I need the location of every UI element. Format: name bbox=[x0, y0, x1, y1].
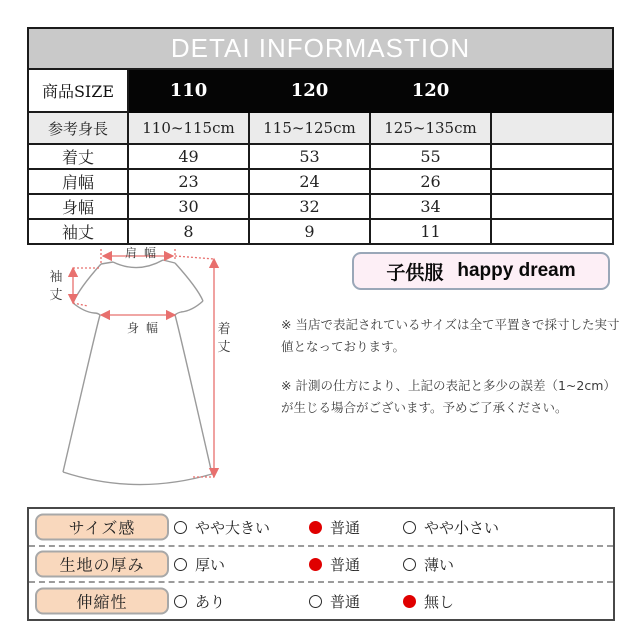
radio-icon[interactable] bbox=[309, 521, 322, 534]
radio-icon[interactable] bbox=[174, 558, 187, 571]
radio-option-label: やや小さい bbox=[424, 518, 500, 537]
radio-option-label: 普通 bbox=[330, 592, 361, 611]
cell: 110~115cm bbox=[128, 112, 249, 144]
body-width-label: 身幅 bbox=[127, 321, 166, 335]
cell: 26 bbox=[370, 169, 491, 194]
cell: 34 bbox=[370, 194, 491, 219]
radio-option-label: 薄い bbox=[424, 555, 455, 574]
radio-option[interactable] bbox=[174, 517, 270, 538]
attr-label-chip: サイズ感 bbox=[35, 514, 169, 541]
table-row bbox=[28, 144, 613, 169]
row-label: 着丈 bbox=[28, 144, 128, 169]
size-value: 120 bbox=[370, 69, 491, 112]
measurement-notes bbox=[281, 314, 627, 436]
table-row bbox=[28, 112, 613, 144]
size-value: 120 bbox=[249, 69, 370, 112]
row-label: 肩幅 bbox=[28, 169, 128, 194]
radio-icon[interactable] bbox=[403, 558, 416, 571]
note-2: ※ 計測の仕方により、上記の表記と多少の誤差（1~2cm）が生じる場合がございます。予めご了承ください。 bbox=[281, 377, 616, 415]
size-header-label: 商品SIZE bbox=[28, 69, 128, 112]
brand-badge bbox=[352, 252, 610, 290]
cell bbox=[491, 169, 613, 194]
size-spec-table bbox=[27, 27, 614, 245]
cell bbox=[491, 194, 613, 219]
radio-icon[interactable] bbox=[174, 595, 187, 608]
cell: 23 bbox=[128, 169, 249, 194]
attr-label-chip: 伸縮性 bbox=[35, 588, 169, 615]
cell bbox=[491, 112, 613, 144]
cell: 8 bbox=[128, 219, 249, 244]
radio-option[interactable] bbox=[403, 591, 454, 612]
attr-row-stretch bbox=[29, 581, 613, 619]
table-row bbox=[28, 219, 613, 244]
radio-option[interactable] bbox=[174, 591, 225, 612]
sleeve-length-label: 袖丈 bbox=[49, 270, 63, 303]
cell: 11 bbox=[370, 219, 491, 244]
size-value: 110 bbox=[128, 69, 249, 112]
size-value bbox=[491, 69, 613, 112]
table-title: DETAI INFORMASTION bbox=[28, 28, 613, 69]
radio-option-label: 無し bbox=[424, 592, 455, 611]
fit-attributes-table bbox=[27, 507, 615, 621]
radio-option[interactable] bbox=[309, 517, 360, 538]
row-label: 袖丈 bbox=[28, 219, 128, 244]
dress-measurement-diagram bbox=[30, 243, 245, 511]
radio-icon[interactable] bbox=[174, 521, 187, 534]
cell: 24 bbox=[249, 169, 370, 194]
radio-icon[interactable] bbox=[403, 595, 416, 608]
attr-label-chip: 生地の厚み bbox=[35, 551, 169, 578]
cell bbox=[491, 144, 613, 169]
radio-option[interactable] bbox=[174, 554, 225, 575]
brand-en-text: happy dream bbox=[457, 260, 576, 281]
radio-icon[interactable] bbox=[403, 521, 416, 534]
size-header-row bbox=[28, 69, 613, 112]
note-1: ※ 当店で表記されているサイズは全て平置きで採寸した実寸値となっております。 bbox=[281, 317, 620, 354]
radio-option-label: あり bbox=[195, 592, 226, 611]
cell: 49 bbox=[128, 144, 249, 169]
radio-option[interactable] bbox=[403, 554, 454, 575]
radio-option-label: やや大きい bbox=[195, 518, 271, 537]
radio-option[interactable] bbox=[403, 517, 499, 538]
shoulder-width-label: 肩幅 bbox=[125, 246, 164, 260]
cell: 53 bbox=[249, 144, 370, 169]
cell: 115~125cm bbox=[249, 112, 370, 144]
table-row bbox=[28, 194, 613, 219]
radio-option-label: 厚い bbox=[195, 555, 226, 574]
cell: 32 bbox=[249, 194, 370, 219]
radio-icon[interactable] bbox=[309, 558, 322, 571]
table-title-row bbox=[28, 28, 613, 69]
brand-jp-text: 子供服 bbox=[386, 261, 444, 284]
row-label: 身幅 bbox=[28, 194, 128, 219]
radio-option[interactable] bbox=[309, 554, 360, 575]
radio-icon[interactable] bbox=[309, 595, 322, 608]
table-row bbox=[28, 169, 613, 194]
attr-row-size-feel bbox=[29, 509, 613, 545]
garment-length-label: 着丈 bbox=[217, 322, 231, 355]
cell: 30 bbox=[128, 194, 249, 219]
radio-option-label: 普通 bbox=[330, 518, 361, 537]
radio-option-label: 普通 bbox=[330, 555, 361, 574]
cell: 9 bbox=[249, 219, 370, 244]
radio-option[interactable] bbox=[309, 591, 360, 612]
attr-row-fabric-thickness bbox=[29, 545, 613, 581]
cell: 125~135cm bbox=[370, 112, 491, 144]
row-label: 参考身長 bbox=[28, 112, 128, 144]
cell: 55 bbox=[370, 144, 491, 169]
cell bbox=[491, 219, 613, 244]
